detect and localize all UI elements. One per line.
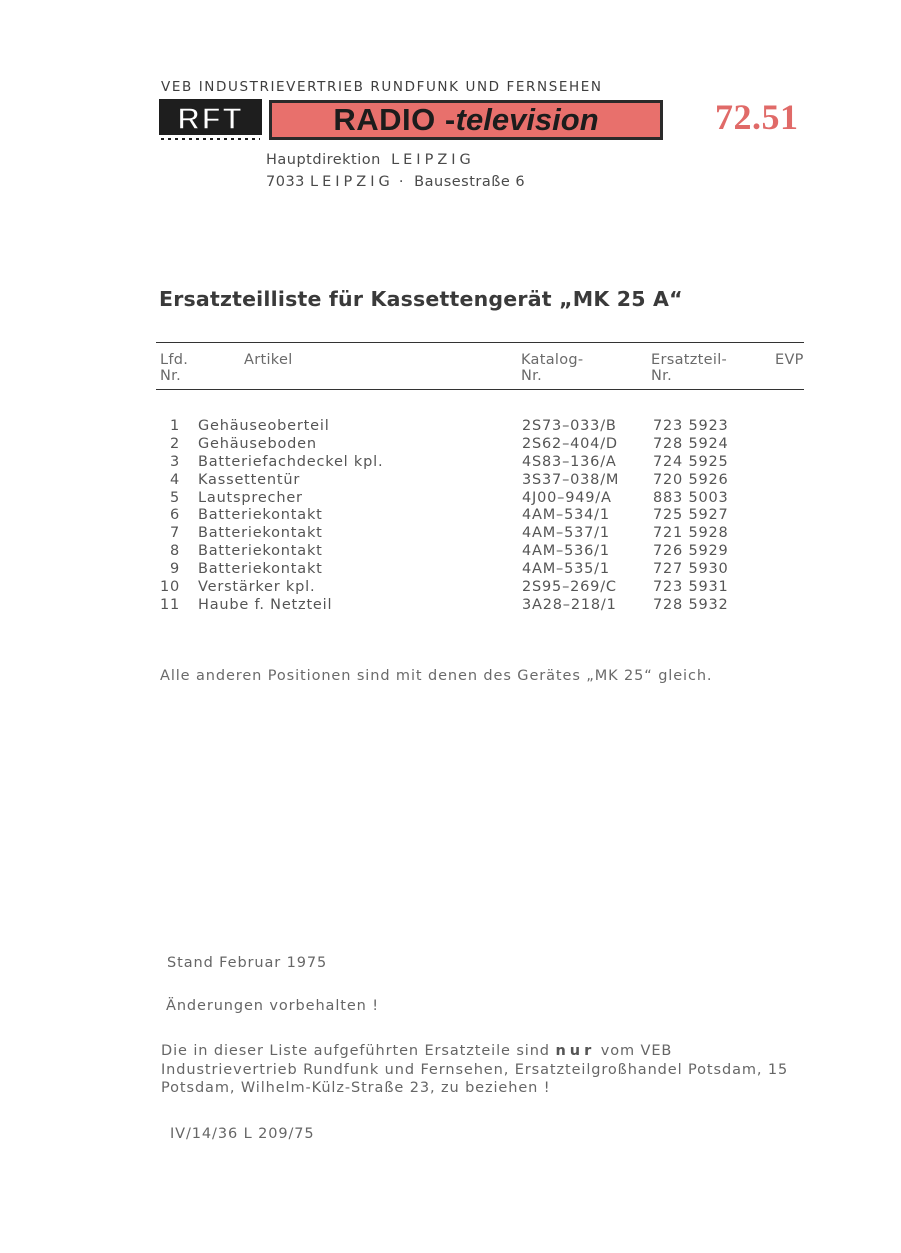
row-number: 8: [169, 543, 180, 560]
row-part-number: 723 5931: [653, 579, 729, 596]
row-article: Batteriekontakt: [198, 507, 323, 524]
header-ersatzteil: [651, 352, 727, 384]
row-number: 2: [169, 435, 180, 452]
header-lfd-line1: Lfd.: [160, 352, 189, 368]
hint-text-before: Die in dieser Liste aufgeführten Ersatzteile sind: [161, 1043, 556, 1059]
row-article: Verstärker kpl.: [198, 579, 316, 596]
row-number: 9: [169, 561, 180, 578]
row-number: 11: [159, 596, 180, 613]
row-part-number: 728 5924: [653, 435, 729, 452]
row-number: 5: [169, 489, 180, 506]
row-part-number: 721 5928: [653, 525, 729, 542]
row-article: Batteriekontakt: [198, 525, 323, 542]
changes-reserved: Änderungen vorbehalten !: [166, 998, 379, 1014]
brand-television: television: [455, 102, 599, 137]
header-ersatzteil-line1: Ersatzteil-: [651, 352, 728, 368]
catalog-number: 72.51: [715, 97, 799, 137]
row-number: 6: [169, 507, 180, 524]
row-number: 7: [169, 525, 180, 542]
row-article: Haube f. Netzteil: [198, 596, 333, 613]
row-number: 10: [159, 579, 180, 596]
header-evp: EVP: [775, 352, 804, 368]
table-row: [0, 579, 901, 597]
row-article: Gehäuseboden: [198, 435, 317, 452]
header-lfd-line2: Nr.: [160, 368, 181, 384]
status-date: Stand Februar 1975: [167, 955, 328, 971]
city: LEIPZIG: [310, 174, 394, 190]
table-top-rule: [156, 342, 804, 343]
hint-text-after: vom VEB Industrievertrieb Rundfunk und Fernsehen, Ersatzteilgroßhandel Potsdam, 15 Potsdam, Wilhelm-Külz-Straße 23, zu beziehen !: [161, 1043, 789, 1096]
headquarters-line: [266, 152, 475, 168]
table-row: [0, 490, 901, 508]
row-catalog: 2S62–404/D: [522, 435, 618, 452]
row-article: Batteriekontakt: [198, 543, 323, 560]
row-catalog: 3S37–038/M: [522, 471, 620, 488]
row-catalog: 4AM–537/1: [522, 525, 610, 542]
hq-city: LEIPZIG: [391, 152, 475, 168]
table-header-rule: [156, 389, 804, 390]
header-ersatzteil-line2: Nr.: [651, 368, 672, 384]
parts-table-body: [0, 418, 901, 615]
row-article: Batteriefachdeckel kpl.: [198, 453, 384, 470]
header-katalog: [521, 352, 583, 384]
row-number: 4: [169, 471, 180, 488]
table-row: [0, 561, 901, 579]
hint-emphasis: nur: [555, 1043, 596, 1059]
row-part-number: 724 5925: [653, 453, 729, 470]
document-code: IV/14/36 L 209/75: [170, 1126, 315, 1142]
rft-logo: [159, 99, 262, 143]
row-number: 1: [169, 418, 180, 434]
table-row: [0, 525, 901, 543]
row-part-number: 727 5930: [653, 561, 729, 578]
row-article: Batteriekontakt: [198, 561, 323, 578]
table-row: [0, 418, 901, 436]
row-catalog: 4J00–949/A: [522, 489, 612, 506]
address-separator: ·: [398, 174, 404, 190]
table-row: [0, 543, 901, 561]
document-title: Ersatzteilliste für Kassettengerät „MK 25 A“: [159, 287, 683, 311]
address-line: [266, 174, 525, 190]
row-part-number: 728 5932: [653, 596, 729, 613]
brand-radio: RADIO -: [333, 102, 456, 137]
equivalence-note: Alle anderen Positionen sind mit denen des Gerätes „MK 25“ gleich.: [160, 668, 713, 684]
supply-hint: [161, 1042, 811, 1098]
row-article: Lautsprecher: [198, 489, 303, 506]
table-row: [0, 597, 901, 615]
row-part-number: 883 5003: [653, 489, 729, 506]
header-artikel: Artikel: [244, 352, 293, 368]
brand-banner: [269, 100, 663, 140]
row-part-number: 725 5927: [653, 507, 729, 524]
row-catalog: 4AM–535/1: [522, 561, 610, 578]
row-article: Kassettentür: [198, 471, 301, 488]
table-row: [0, 454, 901, 472]
logo-text: RFT: [177, 101, 244, 136]
row-catalog: 2S95–269/C: [522, 579, 617, 596]
row-catalog: 4AM–534/1: [522, 507, 610, 524]
header-lfd: [160, 352, 188, 384]
organization-name: VEB INDUSTRIEVERTRIEB RUNDFUNK UND FERNSEHEN: [161, 79, 603, 95]
row-part-number: 726 5929: [653, 543, 729, 560]
row-catalog: 4AM–536/1: [522, 543, 610, 560]
row-article: Gehäuseoberteil: [198, 418, 330, 434]
table-row: [0, 507, 901, 525]
header-katalog-line1: Katalog-: [521, 352, 584, 368]
hq-label: Hauptdirektion: [266, 152, 381, 168]
postcode: 7033: [266, 174, 305, 190]
row-catalog: 2S73–033/B: [522, 418, 617, 434]
row-number: 3: [169, 453, 180, 470]
table-row: [0, 436, 901, 454]
row-catalog: 3A28–218/1: [522, 596, 617, 613]
table-row: [0, 472, 901, 490]
row-part-number: 723 5923: [653, 418, 729, 434]
row-catalog: 4S83–136/A: [522, 453, 617, 470]
row-part-number: 720 5926: [653, 471, 729, 488]
header-katalog-line2: Nr.: [521, 368, 542, 384]
street: Bausestraße 6: [414, 174, 526, 190]
